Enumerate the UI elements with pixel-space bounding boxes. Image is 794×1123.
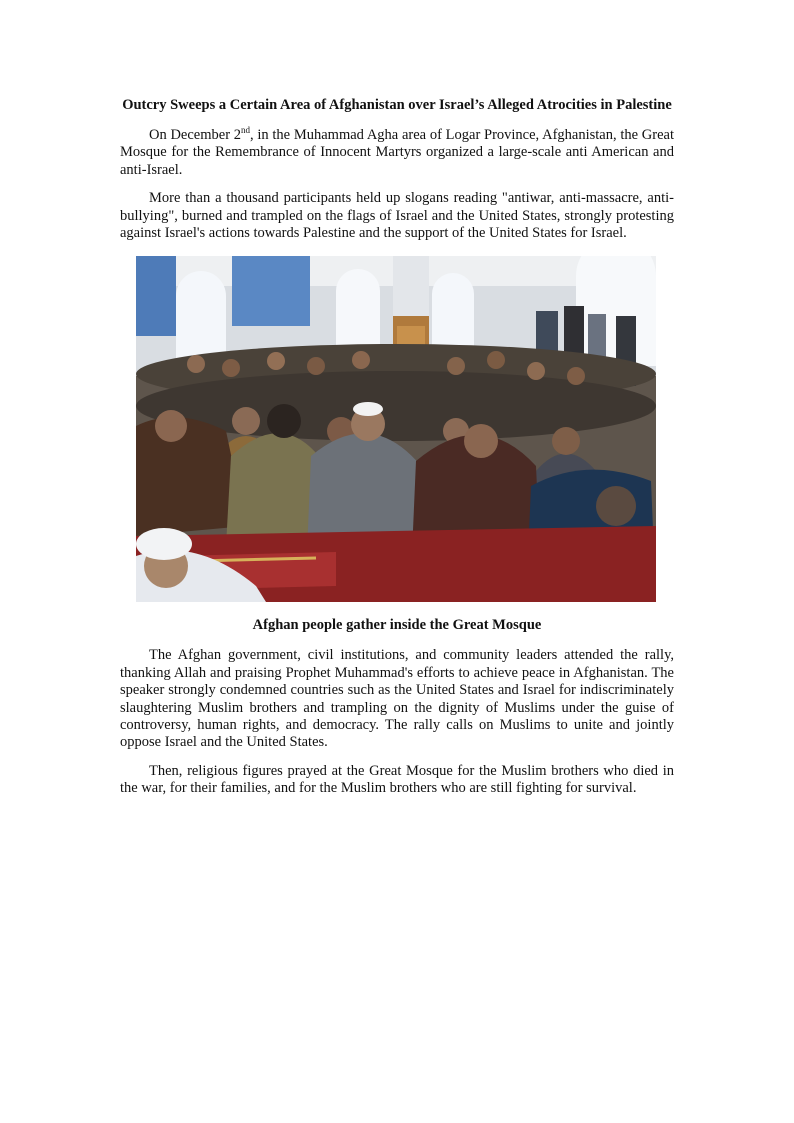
paragraph-1-end: , in the Muhammad Agha area of Logar Province, Afghanistan, the Great Mosque for the Remembrance of Innocent Martyrs organized a large-scale anti American and anti-Israel. — [120, 127, 674, 178]
paragraph-2: More than a thousand participants held up slogans reading "antiwar, anti-massacre, anti-bullying", burned and trampled on the flags of Israel and the United States, strongly protesting against Israel's actions towards Palestine and the support of the United States for Israel. — [120, 190, 674, 242]
mosque-gathering-photo — [136, 256, 656, 602]
paragraph-1-start: On December 2 — [149, 127, 242, 143]
ordinal-suffix: nd — [241, 125, 251, 136]
article-title: Outcry Sweeps a Certain Area of Afghanistan over Israel’s Alleged Atrocities in Palestine — [122, 97, 672, 113]
document-page — [120, 96, 674, 809]
paragraph-4: Then, religious figures prayed at the Great Mosque for the Muslim brothers who died in the war, for their families, and for the Muslim brothers who are still fighting for survival. — [120, 762, 674, 797]
photo-caption: Afghan people gather inside the Great Mosque — [252, 617, 542, 634]
paragraph-1 — [120, 127, 674, 179]
paragraph-3: The Afghan government, civil institutions, and community leaders attended the rally, thanking Allah and praising Prophet Muhammad's efforts to achieve peace in Afghanistan. The speaker strongly condemned countries such as the United States and Israel for indiscriminately slaughtering Muslim brothers and trampling on the dignity of Muslims under the guise of controversy, human rights, and democracy. The rally calls on Muslims to unite and jointly oppose Israel and the United States. — [120, 647, 674, 751]
